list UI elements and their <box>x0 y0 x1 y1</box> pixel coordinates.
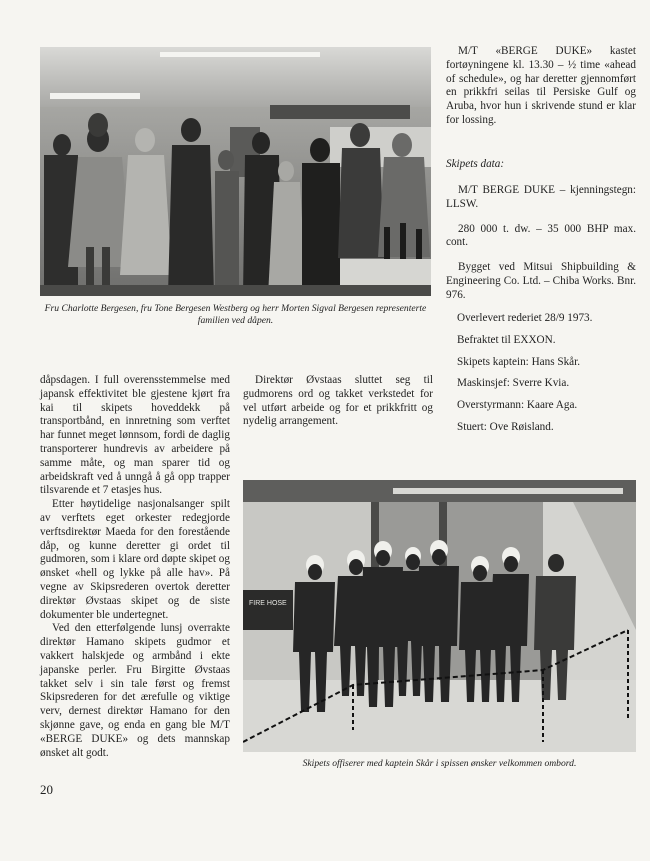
body-paragraph: dåpsdagen. I full overensstemmelse med japansk effektivitet ble gjestene kjørt fra kai til skipets hoveddekk på transportbånd, en innretning som verftet har funnet meget lønnsom, fordi de daglig transporterer hundrevis av arbeidere på samme måte, og man sparer tid og arbeidskraft ved å unngå å gå opp trapper tilsvarende et 7 etasjes hus. <box>40 374 230 497</box>
data-paragraph: M/T BERGE DUKE – kjenningstegn: LLSW. <box>446 184 636 210</box>
photo-family-at-christening <box>40 47 431 296</box>
body-paragraph: Etter høytidelige nasjonalsanger spilt av verftets eget orkester redegjorde verftsdirektør Maeda for den forestående dåp, og kunne deretter gi ordet til gudmoren, som i klare ord døpte skipet og ønsket «hell og lykke på alle hav». På vegne av Skipsrederen overtok deretter direktør Øvstaas skipet og de siste dokumenter ble undertegnet. <box>40 498 230 621</box>
fact-delivered: Overlevert rederiet 28/9 1973. <box>457 312 593 324</box>
bottom-photo-caption: Skipets offiserer med kaptein Skår i spissen ønsker velkommen ombord. <box>302 758 577 769</box>
photo-ship-officers <box>243 480 636 752</box>
body-paragraph: Direktør Øvstaas sluttet seg til gudmorens ord og takket verkstedet for vel utført arbeide og for et prikkfritt og nydelig arrangement. <box>243 374 433 428</box>
fire-hose-sign: FIRE HOSE <box>249 600 287 607</box>
intro-paragraph: M/T «BERGE DUKE» kastet fortøyningene kl. 13.30 – ½ time «ahead of schedule», og har deretter gjennomført en prikkfri seilas til Persiske Gulf og Aruba, hvor hun i skrivende stund er klar for lossing. <box>446 45 636 126</box>
right-column <box>446 45 636 128</box>
fact-steward: Stuert: Ove Røisland. <box>457 420 554 433</box>
data-paragraph: Bygget ved Mitsui Shipbuilding & Engineering Co. Ltd. – Chiba Works. Bnr. 976. <box>446 261 636 301</box>
page-number: 20 <box>40 782 53 797</box>
ship-facts-list <box>457 312 637 435</box>
ship-data-heading: Skipets data: <box>446 158 505 170</box>
fact-captain: Skipets kaptein: Hans Skår. <box>457 355 581 368</box>
fact-chartered: Befraktet til EXXON. <box>457 333 556 346</box>
body-paragraph: Ved den etterfølgende lunsj overrakte direktør Hamano skipets gudmor et vakkert halskjede og armbånd i ekte japanske perler. Fru Birgitte Øvstaas takket selv i sin tale først og fremst Skipsrederen for det ærefulle og viktige verv, dernest direktør Hamano for den skjønne gave, og enda en gang ble M/T «BERGE DUKE» og dets mannskap ønsket alt godt. <box>40 622 230 759</box>
top-photo-caption: Fru Charlotte Bergesen, fru Tone Bergesen Westberg og herr Morten Sigval Bergesen representerte familien ved dåpen. <box>44 303 427 326</box>
ship-data-section <box>446 158 636 303</box>
fact-chief-engineer: Maskinsjef: Sverre Kvia. <box>457 377 570 390</box>
left-column <box>40 374 230 760</box>
data-paragraph: 280 000 t. dw. – 35 000 BHP max. cont. <box>446 222 636 249</box>
fact-first-mate: Overstyrmann: Kaare Aga. <box>457 399 578 412</box>
middle-column <box>243 374 433 429</box>
family-photo-illustration <box>40 47 431 296</box>
officers-photo-illustration <box>243 480 636 752</box>
